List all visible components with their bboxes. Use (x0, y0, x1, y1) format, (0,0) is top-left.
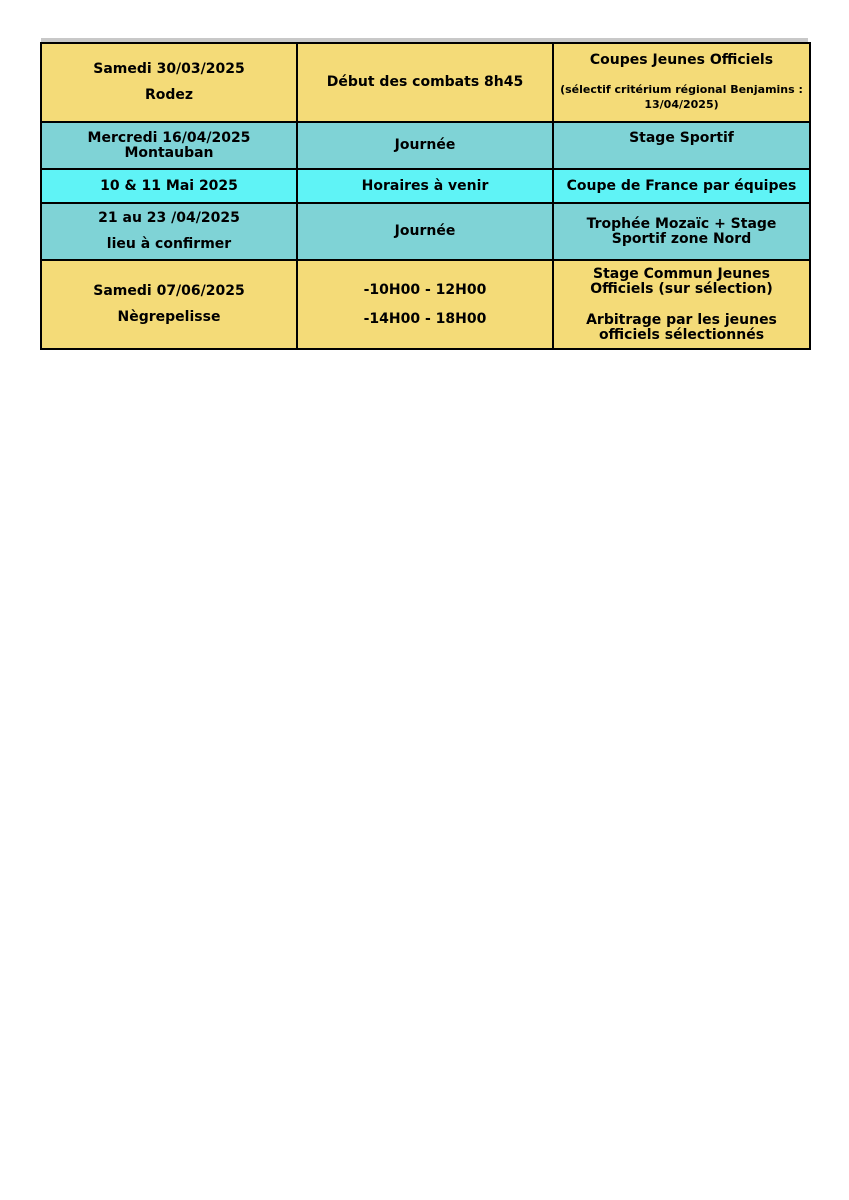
event-title: Trophée Mozaïc + Stage Sportif zone Nord (586, 215, 777, 247)
row-time-morning: -10H00 - 12H00 (363, 281, 487, 298)
date-cell (41, 260, 297, 349)
event-cell (553, 169, 810, 203)
date-cell (41, 43, 297, 122)
row-date: Samedi 30/03/2025 (93, 61, 245, 77)
time-cell (297, 169, 553, 203)
row-time-afternoon: -14H00 - 18H00 (363, 310, 487, 327)
event-title: Coupes Jeunes Officiels (589, 52, 774, 68)
row-date: Samedi 07/06/2025 (93, 283, 245, 299)
event-title: Coupe de France par équipes (566, 177, 797, 194)
table-row (41, 169, 810, 203)
row-time: Journée (394, 137, 456, 153)
table-row (41, 122, 810, 169)
event-cell (553, 203, 810, 260)
event-title: Stage Commun Jeunes Officiels (sur sélection) (590, 265, 773, 297)
event-note: (sélectif critérium régional Benjamins : 13/04/2025) (560, 83, 803, 111)
row-place: Montauban (124, 144, 214, 161)
event-note: Arbitrage par les jeunes officiels sélectionnés (586, 311, 777, 343)
date-cell (41, 122, 297, 169)
table-row (41, 203, 810, 260)
row-time: Journée (394, 223, 456, 239)
row-date: 10 & 11 Mai 2025 (100, 177, 238, 194)
table-row (41, 43, 810, 122)
row-date: 21 au 23 /04/2025 (98, 210, 240, 226)
schedule-table (40, 42, 811, 350)
row-time: Horaires à venir (361, 177, 489, 194)
row-date: Mercredi 16/04/2025 (87, 129, 251, 146)
time-cell (297, 260, 553, 349)
event-cell (553, 43, 810, 122)
table-row (41, 260, 810, 349)
time-cell (297, 122, 553, 169)
row-time: Début des combats 8h45 (326, 74, 524, 90)
date-cell (41, 203, 297, 260)
row-place: Nègrepelisse (117, 309, 221, 325)
event-cell (553, 122, 810, 169)
date-cell (41, 169, 297, 203)
time-cell (297, 43, 553, 122)
row-place: Rodez (144, 87, 194, 103)
row-place: lieu à confirmer (106, 236, 232, 252)
event-title: Stage Sportif (629, 130, 734, 146)
event-cell (553, 260, 810, 349)
time-cell (297, 203, 553, 260)
